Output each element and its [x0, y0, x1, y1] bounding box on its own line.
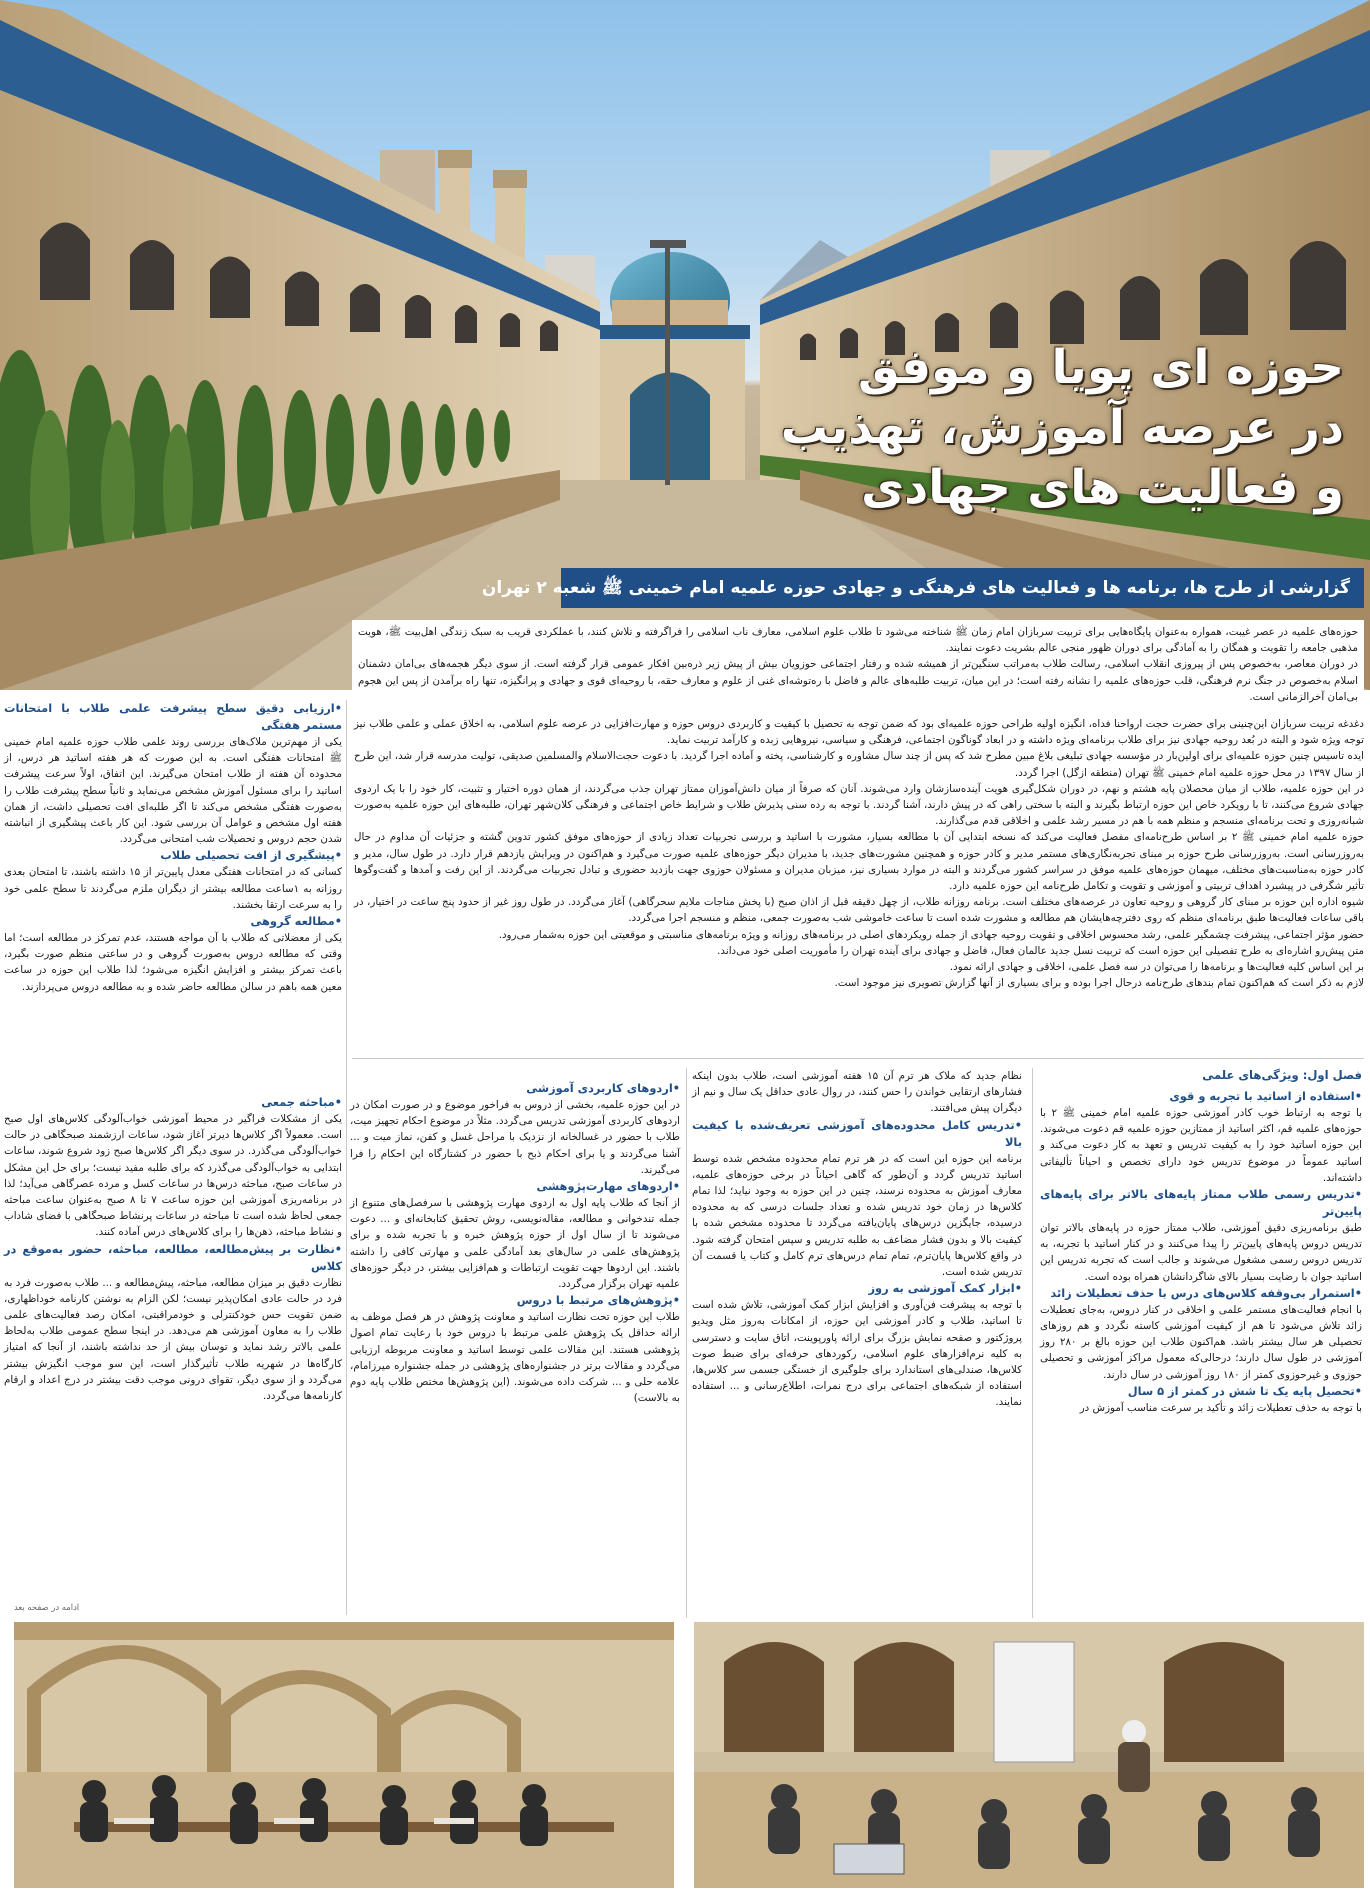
main-body [354, 716, 1364, 991]
title-line-3: و فعالیت های جهادی [861, 460, 1344, 515]
column-paragraph: در این حوزه علمیه، بخشی از دروس به فراخور موضوع و در صورت امکان در اردوهای کاربردی آموزشی تدریس می‌گردد. مثلاً در موضوع احکام تجهیز میت، طلاب با حضور در غسالخانه از نزدیک با مراحل غسل و کفن، نماز میت و ... آشنا می‌گردند و یا برای احکام ذبح با حضور در کشتارگاه این احکام را فرا می‌گیرند. [350, 1099, 680, 1176]
column-heading: • استفاده از اساتید با تجربه و قوی [1040, 1088, 1362, 1105]
section-divider [352, 1058, 1364, 1059]
column-divider [1032, 1068, 1033, 1618]
intro-paragraph-1: حوزه‌های علمیه در عصر غیبت، همواره به‌عنوان پایگاه‌هایی برای تربیت سربازان امام زمان ﷺ شناخته می‌شود تا طلاب علوم اسلامی، معارف ناب اسلامی را فراگرفته و تلاش کنند، با عملکردی قریب به سبک زندگی اهل‌بیت ﷺ، هویت مذهبی جامعه را تقویت و همگان را به آمادگی برای دوران ظهور منجی عالم بشریت دعوت نمایند. [358, 626, 1358, 655]
class-session-illustration [694, 1622, 1364, 1888]
main-paragraph: در این حوزه علمیه، طلاب از میان محصلان پایه هشتم و نهم، در دوران شکل‌گیری هویت آینده‌سازشان وارد می‌شوند. آنان که صرفاً از میان دانش‌آموزان ممتاز تهران جذب می‌گردند، از همان دوره اختیار و تثبیت، کار خود را با یک اردوی جهادی شروع می‌کنند، تا با رویکرد خاص این حوزه ارتباط بگیرند و البته با سختی راهی که در پیش دارند، آشنا گردند. با توجه به رده سنی پذیرش طلاب و شرایط خاص اجتماعی و فرهنگی کلان‌شهر تهران، طلبه‌های این حوزه علمیه به‌صورت شبانه‌روزی و تحت برنامه‌ای منسجم و منظم همه با هم در مسیر رشد علمی و اخلاقی قدم می‌گذارند. [354, 782, 1364, 828]
title-line-1: حوزه ای پویا و موفق [857, 340, 1344, 395]
left-heading-1: • ارزیابی دقیق سطح پیشرفت علمی طلاب با امتحانات مستمر هفتگی [4, 700, 342, 734]
column-scientific-features [1040, 1068, 1362, 1416]
column-paragraph: طبق برنامه‌ریزی دقیق آموزشی، طلاب ممتاز حوزه در پایه‌های بالاتر توان تدریس دروس پایه‌های پایین‌تر را پیدا می‌کنند و در کنار اساتید با تجربه، به تدریس دروس رسمی مشغول می‌شوند و جالب است که تجربه تدریس این اساتید جوان با رضایت بسیار بالای شاگردانشان همراه بوده است. [1040, 1222, 1362, 1283]
column-divider [346, 700, 347, 1615]
intro-paragraph-2: در دوران معاصر، به‌خصوص پس از پیروزی انقلاب اسلامی، رسالت طلاب به‌مراتب سنگین‌تر از همیشه شده و رفتار اجتماعی حوزویان بیش از پیش زیر ذره‌بین افکار عمومی قرار گرفته است. از سوی دیگر هجمه‌های بی‌امان دشمنان اسلام به‌خصوص در جنگ نرم فرهنگی، قلب حوزه‌های علمیه را نشانه رفته است؛ در این میان، تربیت طلبه‌های عالم و فاضل با ره‌توشه‌ای غنی از علوم و معارف حقه، با روحیه‌ای قوی و جهادی و پرانگیزه، تنها راه برآمدن از پس این هجوم بی‌امان آخرالزمانی است. [358, 658, 1358, 703]
column-three [350, 1080, 680, 1406]
column-heading: • اردوهای مهارت‌پژوهشی [350, 1178, 680, 1195]
column-heading: • تحصیل پایه یک تا شش در کمتر از ۵ سال [1040, 1383, 1362, 1400]
main-paragraph: بر این اساس کلیه فعالیت‌ها و برنامه‌ها را می‌توان در سه فصل علمی، اخلاقی و جهادی ارائه نمود. [949, 961, 1364, 974]
column-paragraph: طلاب این حوزه تحت نظارت اساتید و معاونت پژوهش در هر فصل موظف به ارائه حداقل یک پژوهش علمی مرتبط با دروس خود با رعایت تمام اصول پژوهشی هستند. این مقالات علمی توسط اساتید و معاونت مربوطه ارزیابی می‌گردد و مقالات برتر در جشنواره‌های پژوهشی در جمله جشنواره میرزامام، علامه حلی و ... شرکت داده می‌شوند. (این پژوهش‌ها مختص طلاب پایه دوم به بالاست) [350, 1311, 680, 1405]
column-heading: • اردوهای کاربردی آموزشی [350, 1080, 680, 1097]
left-column [4, 700, 342, 995]
column-paragraph: برنامه این حوزه این است که در هر ترم تمام محدوده مشخص شده توسط اساتید تدریس گردد و آن‌طور که گاهی احیاناً در برخی حوزه‌های علمیه، معارف آموزش به محدوده نرسند، چنین در این حوزه به وجود نیاید؛ لذا تمام کلاس‌ها در زمان خود تدریس شده و تعداد جلسات درسی که به محدوده درسیده، جایگزین درس‌های پایان‌یافته می‌گردد تا محدوده مشخص شده با کیفیت بالا و بدون فشار مضاعف به طلبه تدریس و سپس امتحان گرفته شود. در واقع کلاس‌ها پایان‌ترم، تمام تمام درس‌های ترم کامل و کتاب یا قسمت آن تدریس شده است. [692, 1152, 1022, 1279]
main-paragraph: حضور مؤثر اجتماعی، پیشرفت چشمگیر علمی، رشد محسوس اخلاقی و تقویت روحیه جهادی از جمله رویکردهای اصلی در برنامه‌های روزانه و ویژه برنامه‌های مناسبتی و موقعیتی این حوزه به‌شمار می‌رود. [498, 928, 1364, 941]
left-paragraph-1: یکی از مهم‌ترین ملاک‌های بررسی روند علمی طلاب حوزه علمیه امام خمینی ﷺ امتحانات هفتگی است. به این صورت که هر هفته اساتید هر درس، از محدوده آن هفته از طلاب امتحان می‌گیرند. این اتفاق، اولاً سرعت پیشرفت اساتید را برای مسئول آموزش مشخص می‌نماید و ثانیاً سطح پیشرفت طلاب را به‌صورت هفتگی مشخص می‌کند تا اگر طلبه‌ای افت تحصیلی داشت، از همان هفته اول مشخص و عوامل آن بررسی شود. این کار باعث پیشگیری از انباشته شدن حجم دروس و تحصیلات شب امتحانی می‌گردد. [4, 736, 342, 846]
column-paragraph: با انجام فعالیت‌های مستمر علمی و اخلاقی در کنار دروس، به‌جای تعطیلات زائد تلاش می‌شود تا هم از کیفیت آموزشی کاسته نگردد و هم روزهای تحصیلی هر سال بیشتر باشد. هم‌اکنون طلاب این حوزه بالغ بر ۲۸۰ روز آموزشی در طول سال دارند؛ درحالی‌که معمول مراکز آموزشی و تحصیلی حوزوی و غیرحوزوی کمتر از ۱۸۰ روز آموزشی در سال دارند. [1040, 1303, 1362, 1381]
article-subtitle: گزارشی از طرح ها، برنامه ها و فعالیت های فرهنگی و جهادی حوزه علمیه امام خمینی ﷺ شعبه ۲ تهران [561, 568, 1364, 608]
intro-box [352, 620, 1364, 705]
column-paragraph: با توجه به پیشرفت فن‌آوری و افزایش ابزار کمک آموزشی، تلاش شده است تا اساتید، طلاب و کادر آموزشی این حوزه، از امکانات به‌روز مثل ویدیو پروژکتور و صفحه نمایش بزرگ برای ارائه پاورپوینت، اتاق سایت و دسترسی به کلیه نرم‌افزارهای علوم اسلامی، رکوردهای حرفه‌ای برای ضبط صوت کلاس‌ها، صندلی‌های استاندارد برای جلوگیری از خستگی جسمی سر کلاس‌ها، استفاده از شبکه‌های اجتماعی برای درج نمرات، اطلاع‌رسانی و ... استفاده نمایند. [692, 1299, 1022, 1409]
study-hall-photo [14, 1622, 674, 1888]
title-line-2: در عرصه آموزش، تهذیب [780, 400, 1344, 455]
column-paragraph: نظام جدید که ملاک هر ترم آن ۱۵ هفته آموزشی است، طلاب بدون اینکه فشارهای ارتقایی خواندن را حس کنند، در روال عادی حداقل یک سال و نیم از دیگران پیش می‌افتند. [692, 1070, 1022, 1115]
column-paragraph: از آنجا که طلاب پایه اول به اردوی مهارت پژوهشی با سرفصل‌های متنوع از جمله تندخوانی و مطالعه، مقاله‌نویسی، روش تحقیق کتابخانه‌ای و ... دعوت می‌شوند تا از سال اول از حوزه پژوهش خبره و با تجربه شده و برای پژوهش‌های علمی در سال‌های بعد آمادگی علمی و مهارتی کافی را داشته باشند. این اردوها جهت تقویت ارتباطات و هم‌افزایی بیشتر، در دیگر حوزه‌های علمیه تهران برگزار می‌گردد. [350, 1197, 680, 1291]
left-paragraph-3: یکی از معضلاتی که طلاب با آن مواجه هستند، عدم تمرکز در مطالعه است؛ اما وقتی که مطالعه دروس به‌صورت گروهی و در ساعتی منظم صورت بگیرد، باعث تمرکز بیشتر و افزایش انگیزه می‌شود؛ لذا طلاب این حوزه در ساعت معین همه باهم در سالن مطالعه حاضر شده و به مطالعه دروس می‌پردازند. [4, 932, 342, 993]
column-heading: • استمرار بی‌وقفه کلاس‌های درس با حذف تعطیلات زائد [1040, 1285, 1362, 1302]
column-two [692, 1068, 1022, 1411]
continued-note: ادامه در صفحه بعد [14, 1602, 80, 1612]
article-title [704, 338, 1344, 518]
section-heading: فصل اول: ویژگی‌های علمی [1202, 1068, 1362, 1082]
left-heading-2: • پیشگیری از افت تحصیلی طلاب [4, 847, 342, 864]
column-heading: • مباحثه جمعی [4, 1094, 342, 1111]
column-heading: • پژوهش‌های مرتبط با دروس [350, 1292, 680, 1309]
column-heading: • تدریس کامل محدوده‌های آموزشی تعریف‌شده با کیفیت بالا [692, 1117, 1022, 1151]
main-paragraph: ایده تاسیس چنین حوزه علمیه‌ای برای اولین‌بار در مؤسسه جهادی تبلیغی بلاغ مبین مطرح شد که پس از چند سال مشاوره و کارشناسی، پخته و آماده اجرا گردید. با دعوت حجت‌الاسلام والمسلمین صدیقی، تولیت مدرسه قرار شد، این طرح از سال ۱۳۹۷ در محل حوزه علمیه امام خمینی ﷺ تهران (منطقه ازگل) اجرا گردد. [354, 750, 1364, 779]
main-paragraph: حوزه علمیه امام خمینی ﷺ ۲ بر اساس طرح‌نامه‌ای مفصل فعالیت می‌کند که نسخه ابتدایی آن با مطالعه بسیار، مشورت با اساتید و بررسی تجربیات تعداد زیادی از حوزه‌های موفق کشور تدوین گشته و جزئیات آن مداوم در حال به‌روزرسانی است. به‌روزرسانی طرح حوزه بر مبنای تجربه‌نگاری‌های مستمر مدیر و کادر حوزه و همچنین مشورت‌های جدید، با مدیران دیگر حوزه‌های علمیه صورت می‌گیرد و هم‌اکنون در ویرایش یازدهم قرار دارد. در طول سال، مدیر و کادر حوزه به‌مناسبت‌های مختلف، میهمان حوزه‌های علمیه موفق در سراسر کشور می‌گردند و البته در موارد بسیاری نیز، میزبان مدیران و مسئولان حوزوی جهت بازدید حضوری و تبادل تجربیات می‌گردند. از این رفت و آمدها و گفت‌وگوها تأثیر شگرفی در پیشبرد اهداف تربیتی و آموزشی و تقویت و تکامل طرح‌نامه این حوزه علمیه دارد. [354, 831, 1365, 893]
main-paragraph: دغدغه تربیت سربازان این‌چنینی برای حضرت حجت ارواحنا فداه، انگیزه اولیه طراحی حوزه علمیه‌ای بود که ضمن توجه به تحصیل با کیفیت و کاربردی دروس حوزه و مهارت‌افزایی در عرصه علوم اسلامی، به اخلاق عملی و علمی طلاب نیز توجه ویژه شود و البته در بُعد روحیه جهادی نیز برای طلاب برنامه‌ای ویژه داشته و در ابعاد گوناگون اجتماعی، فرهنگی و سیاسی، نیروهایی زبده و کارآمد تربیت نماید. [354, 718, 1364, 747]
column-heading: • ابزار کمک آموزشی به روز [692, 1280, 1022, 1297]
column-heading: • تدریس رسمی طلاب ممتاز پایه‌های بالاتر برای پایه‌های پایین‌تر [1040, 1186, 1362, 1220]
main-paragraph: متن پیش‌رو اشاره‌ای به طرح تفصیلی این حوزه است که تربیت نسل جدید عالمان فعال، فاضل و جهادی برای آینده تهران را مأموریت اصلی خود می‌داند. [717, 944, 1364, 957]
main-paragraph: لازم به ذکر است که هم‌اکنون تمام بندهای طرح‌نامه درحال اجرا بوده و برای بسیاری از آنها گزارش تصویری نیز موجود است. [834, 977, 1364, 990]
column-paragraph: یکی از مشکلات فراگیر در محیط آموزشی خواب‌آلودگی کلاس‌های اول صبح است. معمولاً اگر کلاس‌ها دیرتر آغاز شود، ساعات ارزشمند صبحگاهی در حالت خواب‌آلودگی می‌گذرد. در سوی دیگر اگر کلاس‌ها صبح زود شروع شوند، ساعات ابتدایی به خواب‌آلودگی می‌گذرد که برای طلبه مفید نیست؛ برای حل این مشکل در ساعات صبح، مباحثه درس‌ها در ساعات کسل و مرده عصرگاهی می‌آید؛ لذا در برنامه‌ریزی آموزشی این حوزه ساعت ۷ تا ۸ صبح به‌عنوان ساعت مباحثه جمعی لحاظ شده است تا مباحثه در ساعات پرنشاط صبحگاهی با فضای شاداب و نشاط مباحثه، ذهن‌ها را برای کلاس‌های درس آماده کنند. [4, 1113, 342, 1239]
left-heading-3: • مطالعه گروهی [4, 913, 342, 930]
column-paragraph: نظارت دقیق بر میزان مطالعه، مباحثه، پیش‌مطالعه و ... طلاب به‌صورت فرد به فرد در حالت عادی امکان‌پذیر نیست؛ لکن الزام به نوشتن کارنامه خوداظهاری، ضمن تقویت حس خودکنترلی و خودمراقبتی، امکان رصد فعالیت‌های علمی طلاب را به معاون آموزشی هم می‌دهد. در اینجا سطح عمومی طلاب به‌لحاظ علمی بالاتر رشد نماید و توسان بیش از حد نداشته باشند، از آنجا که امتیاز کارگاه‌ها در شهریه طلاب تأثیرگذار است، این سو موجب انگیزش بیشتر می‌گردد و از سوی دیگر، تقوای درونی موجب دقت بیشتر در درج اعداد و ارقام کارنامه‌ها می‌گردد. [4, 1276, 342, 1403]
column-paragraph: با توجه به ارتباط خوب کادر آموزشی حوزه علمیه امام خمینی ﷺ ۲ با حوزه‌های علمیه قم، اکثر اساتید از ممتازین حوزه علمیه قم دعوت می‌شوند. این حوزه اساتید خود را به کیفیت تدریس و تعهد به کار دعوت می‌کند و اساتید عموماً در موضوع تدریس خود دارای تخصص و احیاناً تألیفاتی داشته‌اند. [1040, 1107, 1362, 1184]
column-paragraph: با توجه به حذف تعطیلات زائد و تأکید بر سرعت مناسب آموزش در [1079, 1401, 1362, 1414]
column-heading: • نظارت بر پیش‌مطالعه، مطالعه، مباحثه، حضور به‌موقع در کلاس [4, 1241, 342, 1275]
students-studying-illustration [14, 1622, 674, 1888]
left-paragraph-2: کسانی که در امتحانات هفتگی معدل پایین‌تر از ۱۵ داشته باشند، تا امتحان بعدی روزانه به ۱ساعت مطالعه بیشتر از دیگران ملزم می‌گردند تا سطح علمی خود را به سرعت ارتقا بخشند. [4, 866, 342, 911]
main-paragraph: شیوه اداره این حوزه بر مبنای کار گروهی و روحیه تعاون در عرصه‌های مختلف است. برنامه روزانه طلاب، از چهل دقیقه قبل از اذان صبح (با پخش مناجات ملایم سحرگاهی) آغاز می‌گردد. در طول روز غیر از حدود پنج ساعت در اختیار، در باقی ساعات فعالیت‌ها طبق برنامه‌ای منظم که روی دفترچه‌هایشان هم مطالعه و مشورت شده است تا ساعت خاموشی شب به‌صورت جمعی، منظم و منسجم اجرا می‌گردد. [354, 896, 1364, 925]
classroom-photo [694, 1622, 1364, 1888]
column-four [4, 1094, 342, 1404]
column-divider [686, 1068, 687, 1618]
